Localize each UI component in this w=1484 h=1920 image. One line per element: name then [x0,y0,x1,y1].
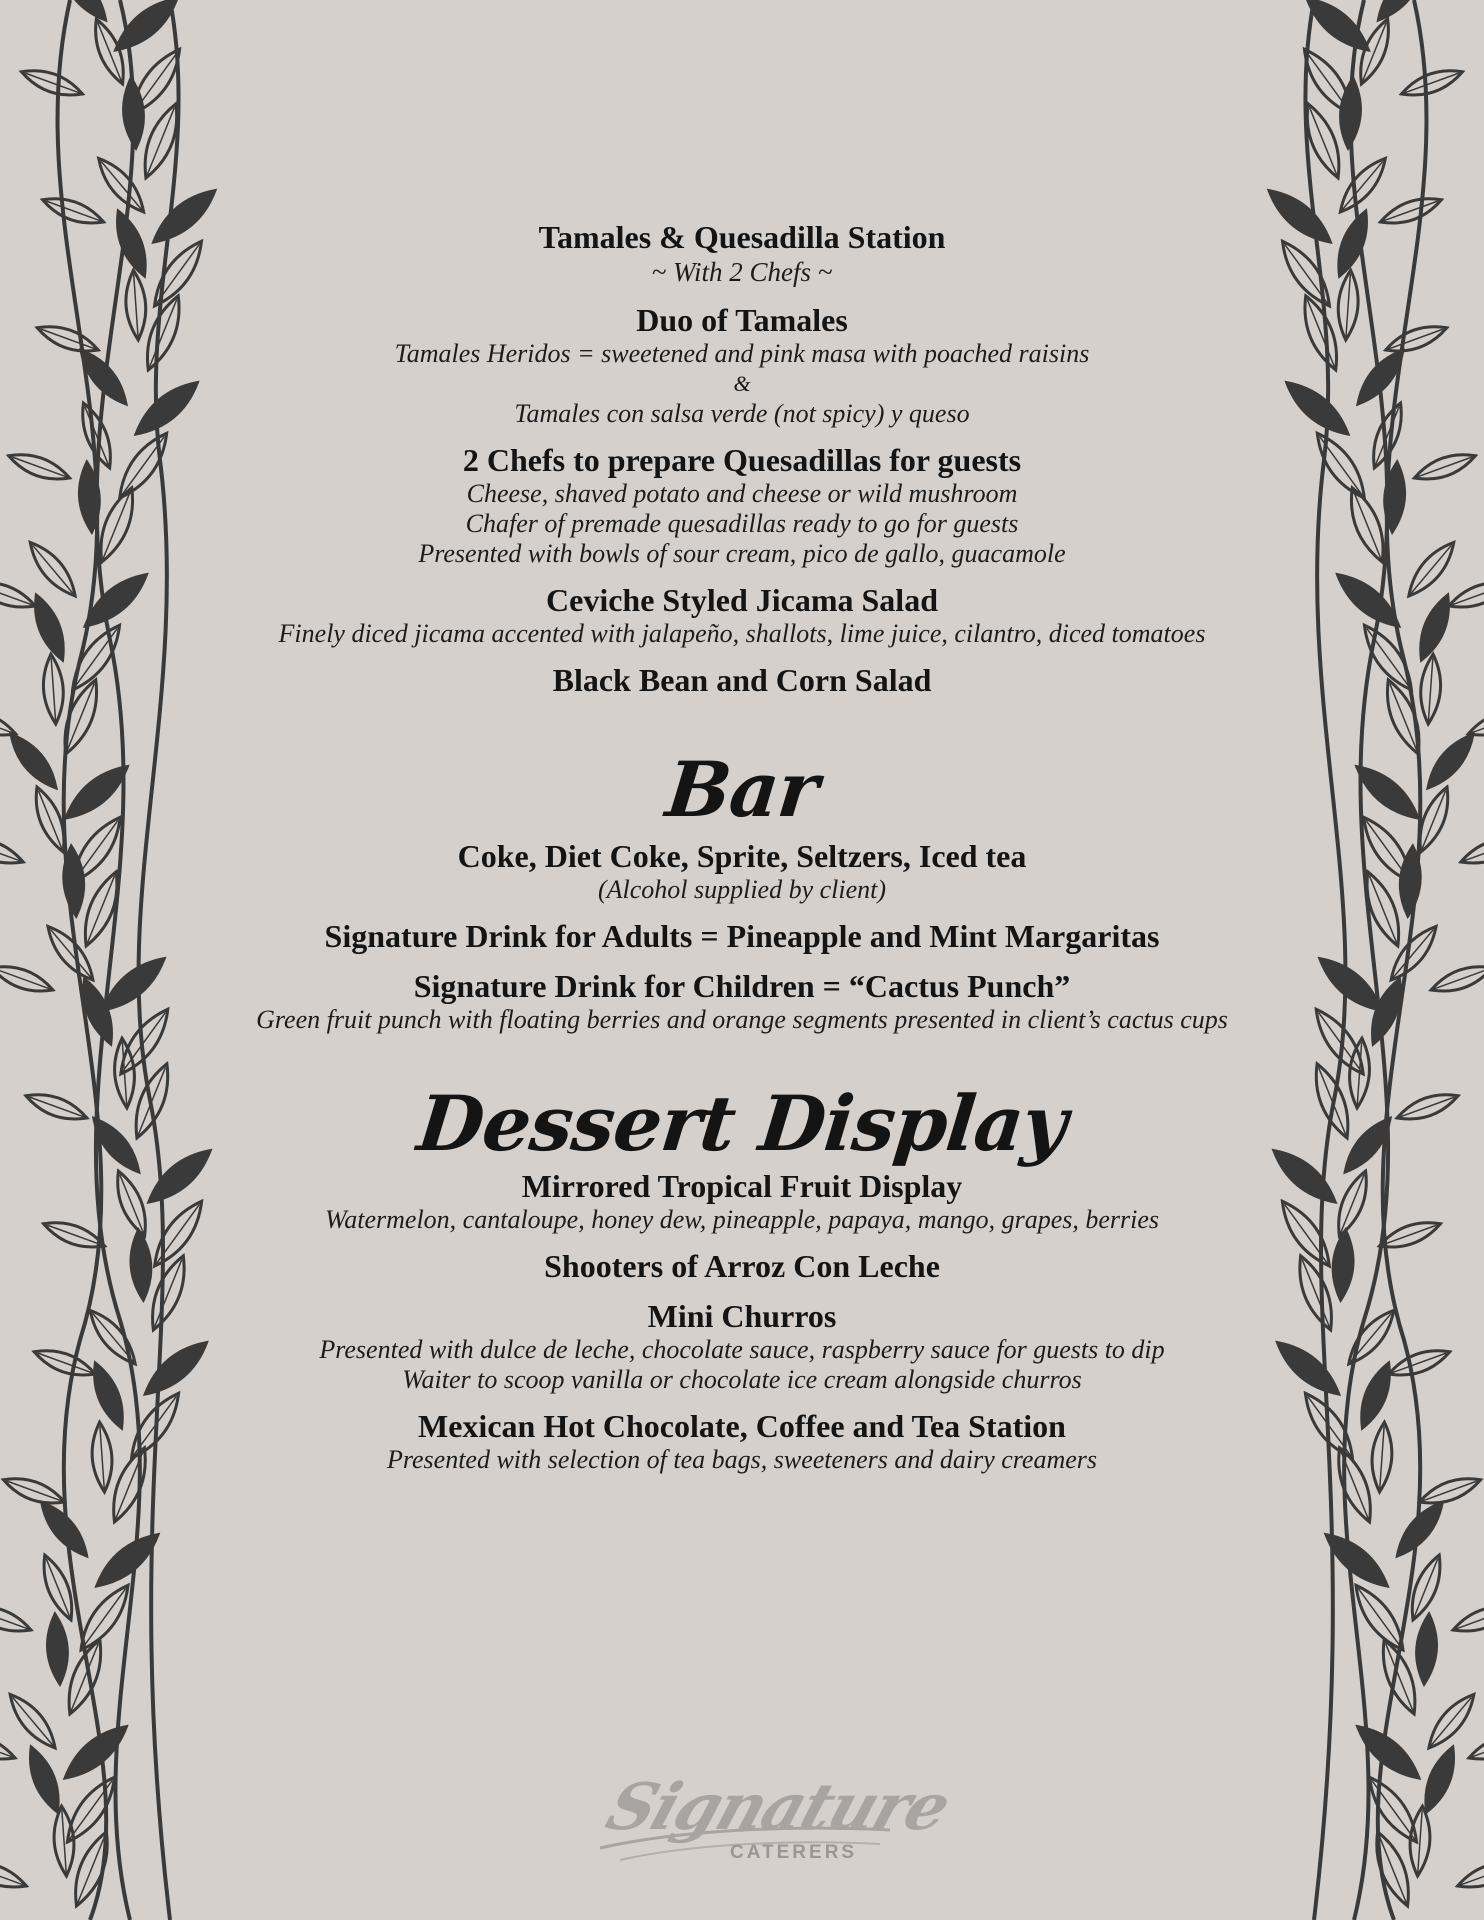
leaf-icon [0,831,26,870]
leaf-vein [1451,585,1484,605]
logo-script-text: Signature [597,1770,958,1845]
dessert-heading: Dessert Display [413,1079,1071,1168]
adult-drink-title: Signature Drink for Adults = Pineapple and Mint Margaritas [324,918,1160,954]
leaf-icon [22,1743,66,1815]
adult-drink-block [230,917,1254,955]
leaf-icon [121,77,145,148]
bar-heading: Bar [662,745,822,834]
quesadillas-block [230,441,1254,569]
leaf-icon [1428,959,1484,998]
leaf-icon [27,591,71,663]
leaf-icon [1450,1599,1484,1638]
fruit-desc: Watermelon, cantaloupe, honey dew, pineapple, papaya, mango, grapes, berries [324,1205,1160,1234]
leaf-vein [121,437,164,497]
churros-block [230,1297,1254,1395]
leaf-icon [1262,182,1338,251]
leaf-icon [45,1613,69,1684]
quesadillas-line-1: Cheese, shaved potato and cheese or wild mushroom [466,479,1018,508]
leaf-icon [58,1718,134,1787]
leaf-vein [93,1313,134,1362]
leaf-vein [1346,274,1350,338]
leaf-icon [1338,77,1362,148]
quesadillas-line-3: Presented with bowls of sour cream, pico de gallo, guacamole [418,539,1066,568]
leaf-vine-border-right [1224,0,1484,1920]
hot-chocolate-desc: Presented with selection of tea bags, sweeteners and dairy creamers [386,1445,1098,1474]
leaf-icon [142,1142,218,1211]
leaf-vein [101,161,142,210]
leaf-vein [51,658,55,722]
logo-word-text: CATERERS [730,1842,858,1863]
leaf-vein [13,1697,54,1746]
leaf-vein [134,274,138,338]
leaf-vine-border-left [0,0,260,1920]
leaf-icon [146,182,222,251]
leaf-icon [53,0,113,26]
tamales-title: Duo of Tamales [636,302,848,338]
leaf-icon [1330,566,1406,635]
leaf-icon [1267,1142,1343,1211]
churros-title: Mini Churros [647,1298,837,1334]
tamales-line-2: Tamales con salsa verde (not spicy) y queso [514,399,970,428]
leaf-icon [0,1855,30,1894]
leaf-icon [129,1229,153,1300]
churros-line-2: Waiter to scoop vanilla or chocolate ice cream alongside churros [402,1365,1082,1394]
leaf-vein [100,1426,104,1490]
station-block [230,218,1254,289]
child-drink-block [230,967,1254,1035]
leaf-icon [0,1599,34,1638]
hot-chocolate-title: Mexican Hot Chocolate, Coffee and Tea Station [418,1408,1066,1444]
leaf-vein [1428,658,1432,722]
leaf-icon [0,1727,18,1766]
leaf-icon [1412,591,1456,663]
leaf-icon [4,728,64,794]
tamales-block [230,301,1254,429]
fruit-block [230,1167,1254,1235]
leaf-icon [1458,831,1484,870]
hot-chocolate-block [230,1407,1254,1475]
child-drink-title: Signature Drink for Children = “Cactus Punch” [413,968,1071,1004]
station-title: Tamales & Quesadilla Station [538,219,946,255]
leaf-vein [62,1810,66,1874]
leaf-icon [1270,1334,1346,1403]
leaf-vein [82,1589,125,1649]
vine-stem [96,0,140,1920]
soft-drinks-block [230,837,1254,905]
tamales-line-1: Tamales Heridos = sweetened and pink masa with poached raisins [394,339,1090,368]
leaf-vein [1358,1589,1401,1649]
leaf-vein [1418,1810,1422,1874]
leaf-icon [1417,1743,1461,1815]
menu-content [230,218,1254,1487]
leaf-vein [1320,437,1363,497]
jicama-desc: Finely diced jicama accented with jalapeño, shallots, lime juice, cilantro, diced tomatoes [278,619,1206,648]
jicama-title: Ceviche Styled Jicama Salad [546,582,938,618]
leaf-vein [1380,1426,1384,1490]
leaf-icon [1454,1855,1484,1894]
alcohol-note: (Alcohol supplied by client) [597,875,887,904]
bean-salad-block [230,661,1254,699]
leaf-icon [78,566,154,635]
leaf-vein [1350,1313,1391,1362]
child-drink-desc: Green fruit punch with floating berries and orange segments presented in client’s cactus cups [256,1005,1228,1034]
leaf-icon [1330,207,1374,279]
jicama-block [230,581,1254,649]
tamales-ampersand: & [733,371,751,396]
fruit-title: Mirrored Tropical Fruit Display [521,1168,963,1204]
leaf-icon [1420,728,1480,794]
leaf-icon [138,1334,214,1403]
leaf-icon [0,959,56,998]
churros-line-1: Presented with dulce de leche, chocolate sauce, raspberry sauce for guests to dip [319,1335,1165,1364]
leaf-icon [1466,1727,1484,1766]
shooters-title: Shooters of Arroz Con Leche [544,1248,940,1284]
leaf-icon [1414,1613,1438,1684]
leaf-icon [1371,0,1431,26]
leaf-vein [0,585,33,605]
bean-salad-title: Black Bean and Corn Salad [552,662,932,698]
leaf-vein [33,545,74,594]
soft-drinks-title: Coke, Diet Coke, Sprite, Seltzers, Iced tea [457,838,1027,874]
vine-stem [1344,0,1388,1920]
station-subtitle: ~ With 2 Chefs ~ [651,257,833,287]
leaf-icon [1350,1718,1426,1787]
quesadillas-line-2: Chafer of premade quesadillas ready to go for guests [465,509,1019,538]
leaf-vein [1342,161,1383,210]
leaf-icon [1331,1229,1355,1300]
shooters-block [230,1247,1254,1285]
signature-caterers-logo [590,1770,958,1880]
leaf-vein [1410,545,1451,594]
leaf-vein [1430,1697,1471,1746]
leaf-icon [109,207,153,279]
quesadillas-title: 2 Chefs to prepare Quesadillas for guests [462,442,1022,478]
